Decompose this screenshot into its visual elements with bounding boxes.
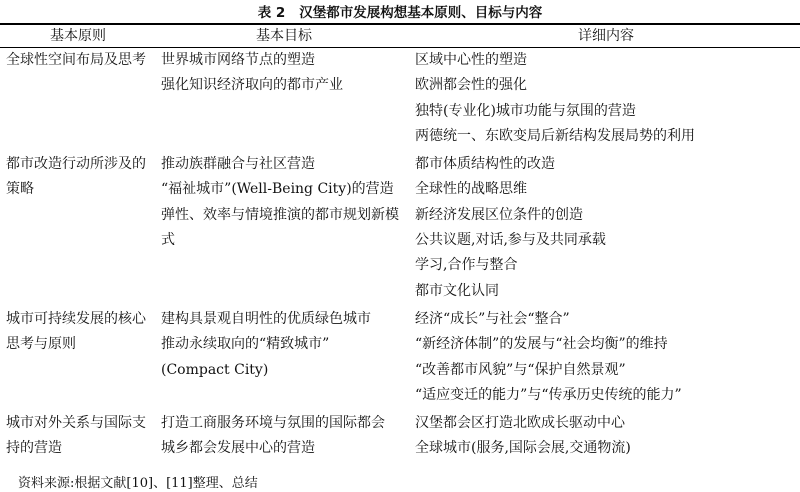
principle-text: 全球性空间布局及思考: [6, 52, 146, 68]
principle-text: 城市对外关系与国际支持的营造: [6, 415, 146, 457]
table-number: 表 2: [257, 5, 286, 21]
content-item: 学习,合作与整合: [415, 257, 518, 274]
goal-cell: [156, 304, 412, 408]
header-content: 详细内容: [578, 28, 634, 44]
goal-cell: [156, 408, 412, 462]
content-item: “新经济体制”的发展与“社会均衡”的维持: [415, 336, 668, 353]
goal-item: 世界城市网络节点的塑造: [161, 52, 315, 68]
goal-cell: [156, 47, 412, 149]
content-item: 汉堡都会区打造北欧成长驱动中心: [415, 415, 625, 432]
content-item: 两德统一、东欧变局后新结构发展局势的利用: [415, 127, 695, 144]
content-cell: [412, 47, 800, 149]
goal-item: 推动族群融合与社区营造: [161, 156, 315, 173]
table-row: [0, 149, 800, 304]
header-principle: 基本原则: [50, 28, 106, 44]
principle-cell: [0, 47, 156, 149]
goal-item: 弹性、效率与情境推演的都市规划新模式: [161, 206, 399, 249]
content-item: 全球城市(服务,国际会展,交通物流): [415, 440, 631, 457]
content-item: 都市文化认同: [415, 282, 499, 299]
content-item: 公共议题,对话,参与及共同承载: [415, 232, 606, 249]
content-item: “改善都市风貌”与“保护自然景观”: [415, 361, 626, 378]
content-cell: [412, 408, 800, 462]
goal-item: (Compact City): [161, 361, 269, 378]
goal-cell: [156, 149, 412, 304]
table-row: [0, 47, 800, 149]
content-item: 全球性的战略思维: [415, 181, 527, 198]
header-row: [0, 25, 800, 47]
header-goal: 基本目标: [256, 28, 312, 44]
principle-text: 城市可持续发展的核心思考与原则: [6, 310, 146, 353]
goal-item: 推动永续取向的“精致城市”: [161, 336, 330, 353]
goal-item: 城乡都会发展中心的营造: [161, 440, 315, 457]
content-item: “适应变迁的能力”与“传承历史传统的能力”: [415, 386, 682, 403]
principles-table: [0, 25, 800, 462]
content-cell: [412, 149, 800, 304]
source-note: 资料来源:根据文献[10]、[11]整理、总结: [18, 476, 258, 491]
goal-item: “福祉城市”(Well-Being City)的营造: [161, 181, 394, 198]
table-title: 汉堡都市发展构想基本原则、目标与内容: [299, 5, 543, 21]
principle-cell: [0, 304, 156, 408]
content-item: 新经济发展区位条件的创造: [415, 206, 583, 223]
content-item: 都市体质结构性的改造: [415, 156, 555, 173]
content-item: 区域中心性的塑造: [415, 52, 527, 68]
content-item: 经济“成长”与社会“整合”: [415, 310, 570, 327]
content-item: 独特(专业化)城市功能与氛围的营造: [415, 102, 636, 119]
table-row: [0, 304, 800, 408]
goal-item: 建构具景观自明性的优质绿色城市: [161, 310, 371, 327]
content-cell: [412, 304, 800, 408]
goal-item: 强化知识经济取向的都市产业: [161, 77, 343, 94]
goal-item: 打造工商服务环境与氛围的国际都会: [161, 415, 385, 432]
principle-cell: [0, 408, 156, 462]
table-caption: [0, 2, 800, 24]
table-row: [0, 408, 800, 462]
principle-text: 都市改造行动所涉及的策略: [6, 156, 146, 198]
table-body: [0, 47, 800, 462]
content-item: 欧洲都会性的强化: [415, 77, 527, 94]
principle-cell: [0, 149, 156, 304]
